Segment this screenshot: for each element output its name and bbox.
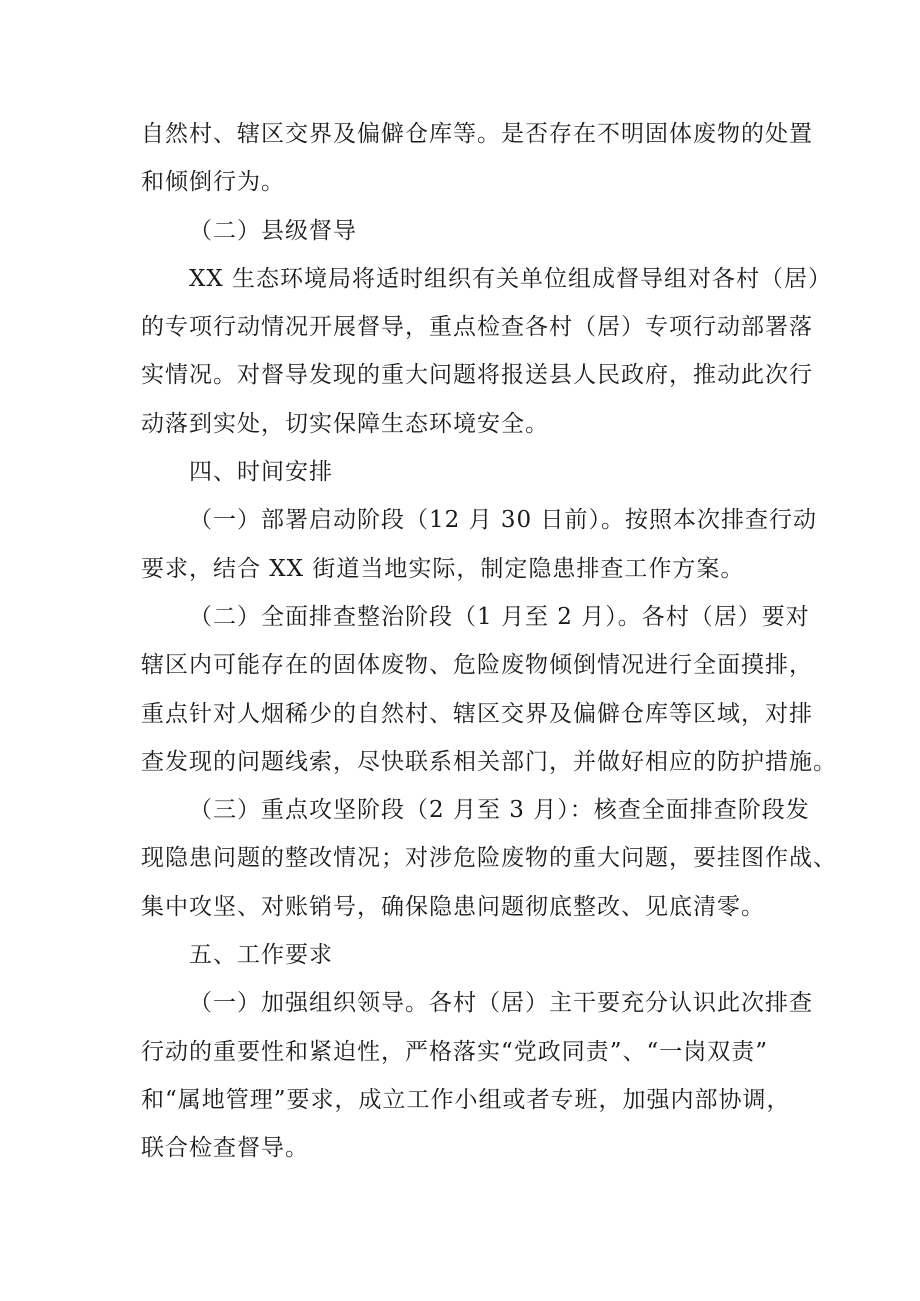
body-line: （一）部署启动阶段（12 月 30 日前）。按照本次排查行动 [189, 507, 817, 534]
body-line: 和“属地管理”要求，成立工作小组或者专班，加强内部协调， [141, 1086, 791, 1113]
document-body [141, 110, 837, 1173]
body-line: 辖区内可能存在的固体废物、危险废物倾倒情况进行全面摸排， [141, 652, 813, 679]
body-line: 现隐患问题的整改情况；对涉危险废物的重大问题，要挂图作战、 [141, 845, 837, 872]
body-line: （二）全面排查整治阶段（1 月至 2 月）。各村（居）要对 [189, 603, 810, 630]
body-line: 查发现的问题线索，尽快联系相关部门，并做好相应的防护措施。 [141, 748, 837, 775]
body-line: 行动的重要性和紧迫性，严格落实“党政同责”、“一岗双责” [141, 1038, 769, 1065]
body-line: （三）重点攻坚阶段（2 月至 3 月）：核查全面排查阶段发 [189, 797, 810, 824]
body-line: XX 生态环境局将适时组织有关单位组成督导组对各村（居） [189, 265, 833, 292]
body-line: 的专项行动情况开展督导，重点检查各村（居）专项行动部署落 [141, 314, 813, 341]
body-line: 和倾倒行为。 [141, 169, 285, 196]
body-line: 联合检查督导。 [141, 1135, 309, 1162]
body-line: 要求，结合 XX 街道当地实际，制定隐患排查工作方案。 [141, 555, 745, 582]
body-line: 集中攻坚、对账销号，确保隐患问题彻底整改、见底清零。 [141, 893, 765, 920]
body-line: （一）加强组织领导。各村（居）主干要充分认识此次排查 [189, 990, 813, 1017]
section-heading: 五、工作要求 [189, 942, 333, 969]
body-line: 自然村、辖区交界及偏僻仓库等。是否存在不明固体废物的处置 [141, 121, 813, 147]
section-heading: 四、时间安排 [189, 459, 333, 486]
body-line: 重点针对人烟稀少的自然村、辖区交界及偏僻仓库等区域，对排 [141, 700, 813, 727]
body-line: 实情况。对督导发现的重大问题将报送县人民政府，推动此次行 [141, 362, 813, 389]
section-heading: （二）县级督导 [189, 217, 357, 244]
body-line: 动落到实处，切实保障生态环境安全。 [141, 410, 549, 437]
